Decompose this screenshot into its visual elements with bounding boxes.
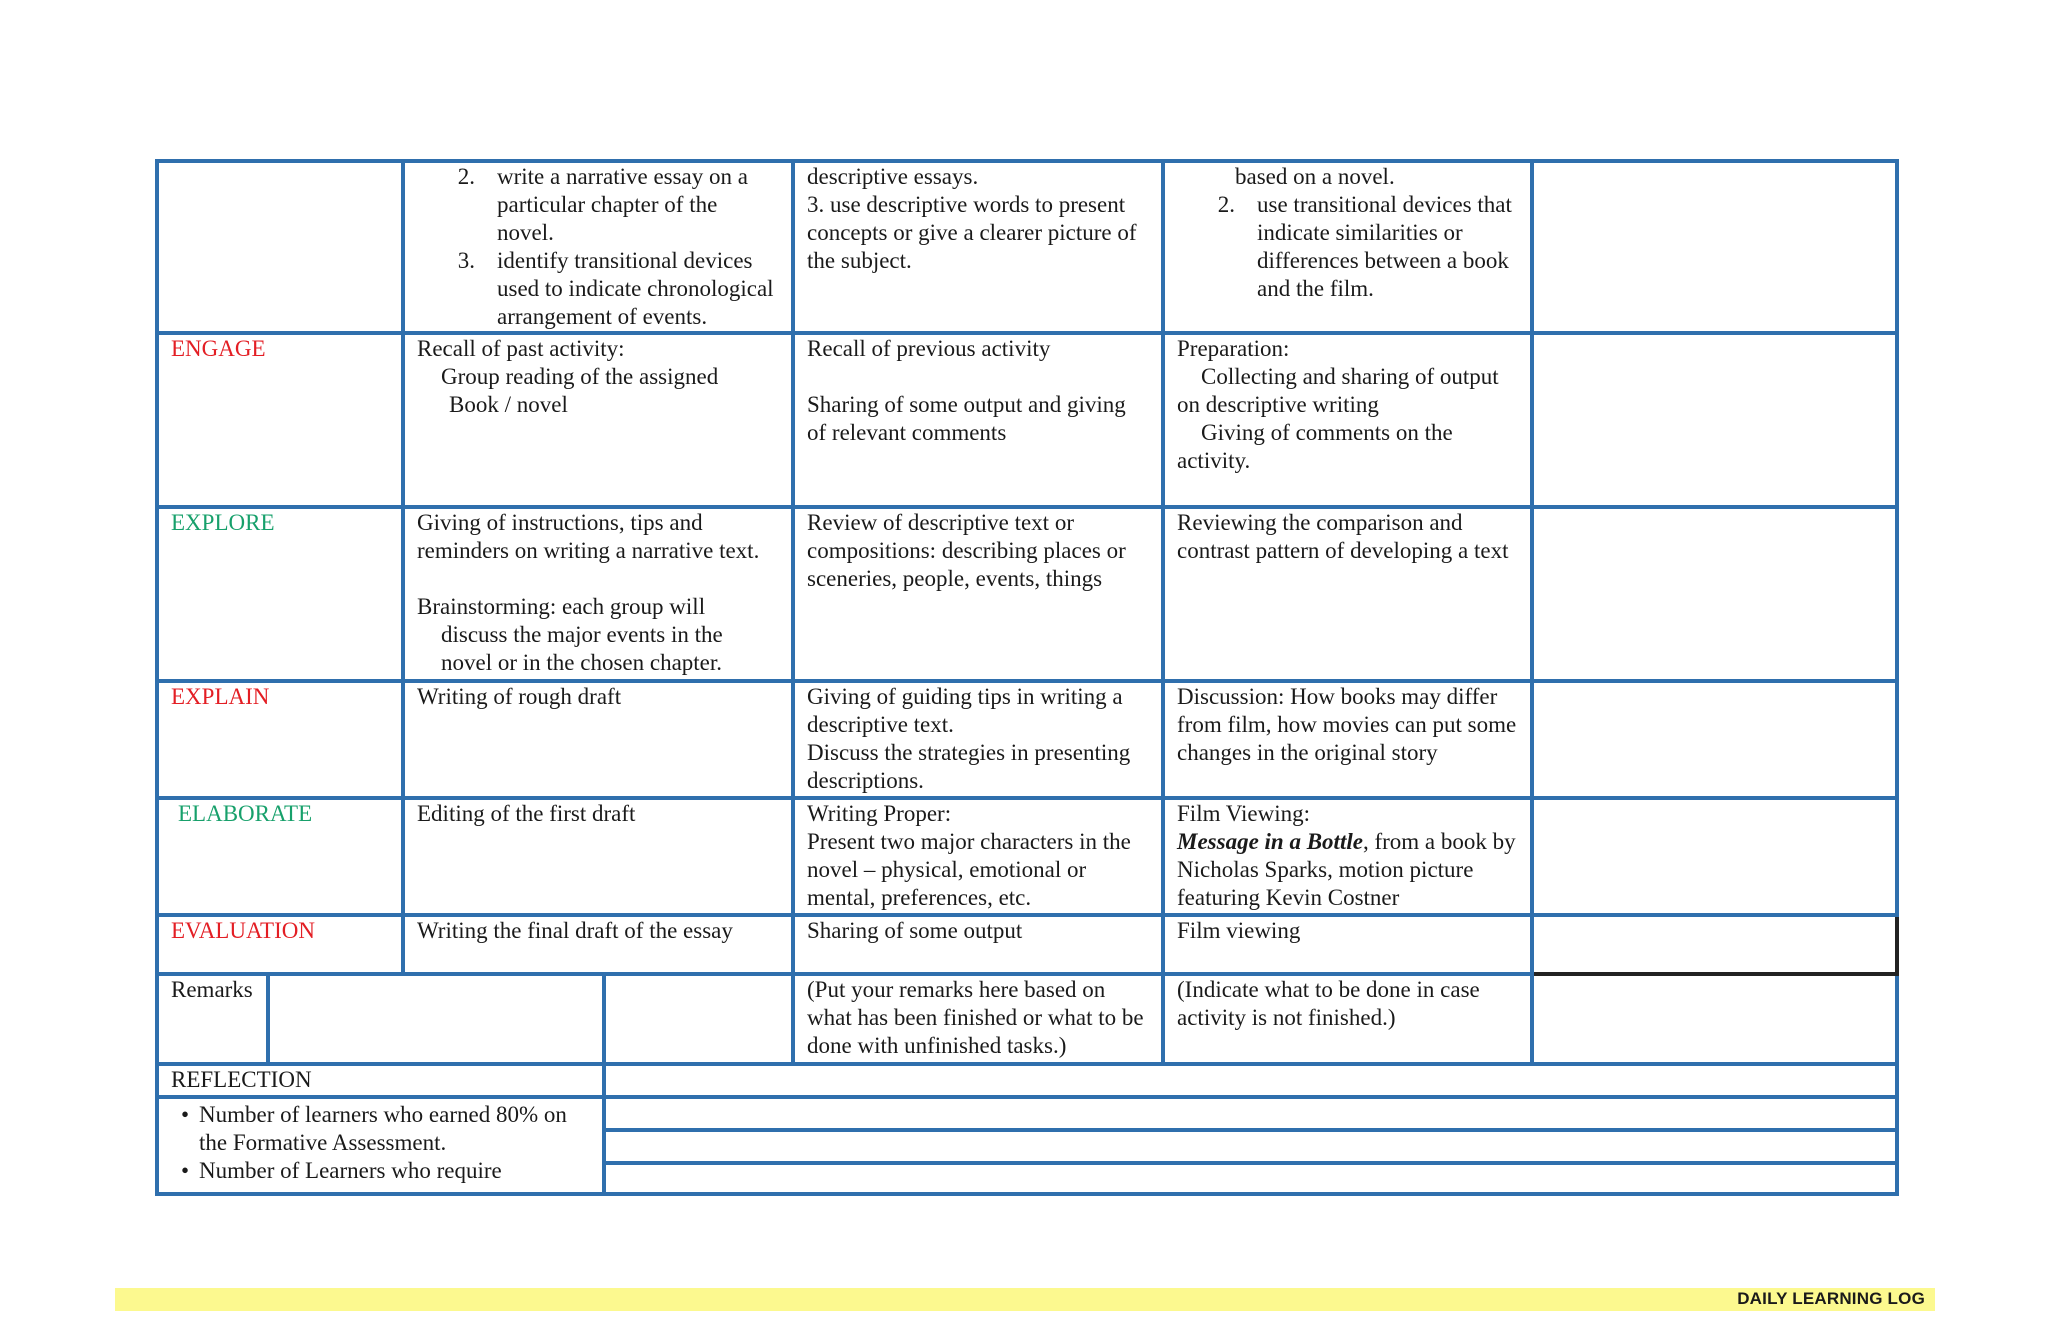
explore-col4: Reviewing the comparison and contrast pattern of developing a text <box>1163 507 1532 681</box>
engage-label: ENGAGE <box>157 333 403 507</box>
list-number: 3. <box>457 248 475 273</box>
cell-text: Recall of previous activity <box>807 336 1051 361</box>
evaluation-col4: Film viewing <box>1163 915 1532 974</box>
explain-col2: Writing of rough draft <box>403 681 793 798</box>
reflection-answer-1 <box>604 1097 1897 1130</box>
explain-col5 <box>1532 681 1897 798</box>
footer-title: DAILY LEARNING LOG <box>1737 1289 1925 1308</box>
lesson-plan-table <box>155 159 1899 1196</box>
cell-text: Writing Proper: <box>807 801 952 826</box>
cell-text: Present two major characters in the novel – physical, emotional or mental, preferences, etc. <box>807 829 1131 910</box>
engage-col2 <box>403 333 793 507</box>
reflection-label: REFLECTION <box>157 1064 604 1097</box>
film-title: Message in a Bottle <box>1177 829 1363 854</box>
list-number: 2. <box>1217 192 1236 217</box>
explain-col4: Discussion: How books may differ from film, how movies can put some changes in the original story <box>1163 681 1532 798</box>
list-number: 2. <box>457 164 475 189</box>
cell-text: Recall of past activity: <box>417 336 625 361</box>
cell-text: Sharing of some output and giving of relevant comments <box>807 392 1126 445</box>
cell-text: Collecting and sharing of output <box>1201 364 1499 389</box>
explain-label: EXPLAIN <box>157 681 403 798</box>
elaborate-label: ELABORATE <box>157 798 403 915</box>
evaluation-row <box>157 915 1897 974</box>
footer-bar <box>115 1288 1935 1311</box>
remarks-cell-a <box>268 974 604 1064</box>
objective-text: 3. use descriptive words to present concepts or give a clearer picture of the subject. <box>807 192 1137 273</box>
cell-text: Group reading of the assigned <box>441 364 719 389</box>
evaluation-col3: Sharing of some output <box>793 915 1163 974</box>
cell-text: , from a book by Nicholas Sparks, motion picture featuring Kevin Costner <box>1177 829 1516 910</box>
evaluation-label: EVALUATION <box>157 915 403 974</box>
remarks-row <box>157 974 1897 1064</box>
elaborate-col2: Editing of the first draft <box>403 798 793 915</box>
elaborate-col4 <box>1163 798 1532 915</box>
objective-text: identify transitional devices used to indicate chronological arrangement of events. <box>497 248 774 329</box>
objective-text: descriptive essays. <box>807 164 979 189</box>
reflection-value <box>604 1064 1897 1097</box>
engage-col3 <box>793 333 1163 507</box>
cell-text: Book / novel <box>449 392 568 417</box>
cell-text: Preparation: <box>1177 336 1290 361</box>
cell-text: on descriptive writing <box>1177 392 1379 417</box>
remarks-label: Remarks <box>157 974 268 1064</box>
bullet-icon: • <box>180 1158 190 1183</box>
remarks-col5 <box>1532 974 1897 1064</box>
objectives-col5 <box>1532 161 1897 333</box>
engage-col4 <box>1163 333 1532 507</box>
elaborate-col5 <box>1532 798 1897 915</box>
reflection-answer-3 <box>604 1163 1897 1194</box>
objectives-col2 <box>403 161 793 333</box>
explain-col3 <box>793 681 1163 798</box>
elaborate-col3 <box>793 798 1163 915</box>
reflection-items <box>157 1097 604 1194</box>
objective-text: write a narrative essay on a particular chapter of the novel. <box>497 164 748 245</box>
explore-label: EXPLORE <box>157 507 403 681</box>
cell-text: Brainstorming: each group will <box>417 594 706 619</box>
objective-text: based on a novel. <box>1235 164 1395 189</box>
remarks-col4: (Indicate what to be done in case activity is not finished.) <box>1163 974 1532 1064</box>
reflection-answer-2 <box>604 1130 1897 1163</box>
engage-row <box>157 333 1897 507</box>
evaluation-col5 <box>1532 915 1897 974</box>
elaborate-row <box>157 798 1897 915</box>
engage-col5 <box>1532 333 1897 507</box>
objectives-row <box>157 161 1897 333</box>
explain-row <box>157 681 1897 798</box>
remarks-cell-b <box>604 974 793 1064</box>
cell-text: Film Viewing: <box>1177 801 1311 826</box>
evaluation-col2: Writing the final draft of the essay <box>403 915 793 974</box>
reflection-item-row <box>157 1097 1897 1130</box>
list-item: • Number of Learners who require <box>171 1157 590 1185</box>
objectives-col3 <box>793 161 1163 333</box>
row-label-empty <box>157 161 403 333</box>
objective-text: use transitional devices that indicate similarities or differences between a book and the film. <box>1257 192 1512 301</box>
explore-col2 <box>403 507 793 681</box>
bullet-icon: • <box>180 1102 190 1127</box>
cell-text: Discuss the strategies in presenting descriptions. <box>807 740 1131 793</box>
objectives-col4 <box>1163 161 1532 333</box>
explore-col5 <box>1532 507 1897 681</box>
explore-row <box>157 507 1897 681</box>
cell-text: Giving of instructions, tips and reminders on writing a narrative text. <box>417 510 760 563</box>
explore-col3: Review of descriptive text or compositions: describing places or sceneries, people, events, things <box>793 507 1163 681</box>
reflection-row <box>157 1064 1897 1097</box>
cell-text: Giving of guiding tips in writing a descriptive text. <box>807 684 1123 737</box>
remarks-col3: (Put your remarks here based on what has been finished or what to be done with unfinished tasks.) <box>793 974 1163 1064</box>
cell-text: discuss the major events in the novel or in the chosen chapter. <box>441 622 723 675</box>
list-item: • Number of learners who earned 80% on the Formative Assessment. <box>171 1101 590 1157</box>
cell-text: Giving of comments on the <box>1201 420 1453 445</box>
cell-text: activity. <box>1177 448 1251 473</box>
